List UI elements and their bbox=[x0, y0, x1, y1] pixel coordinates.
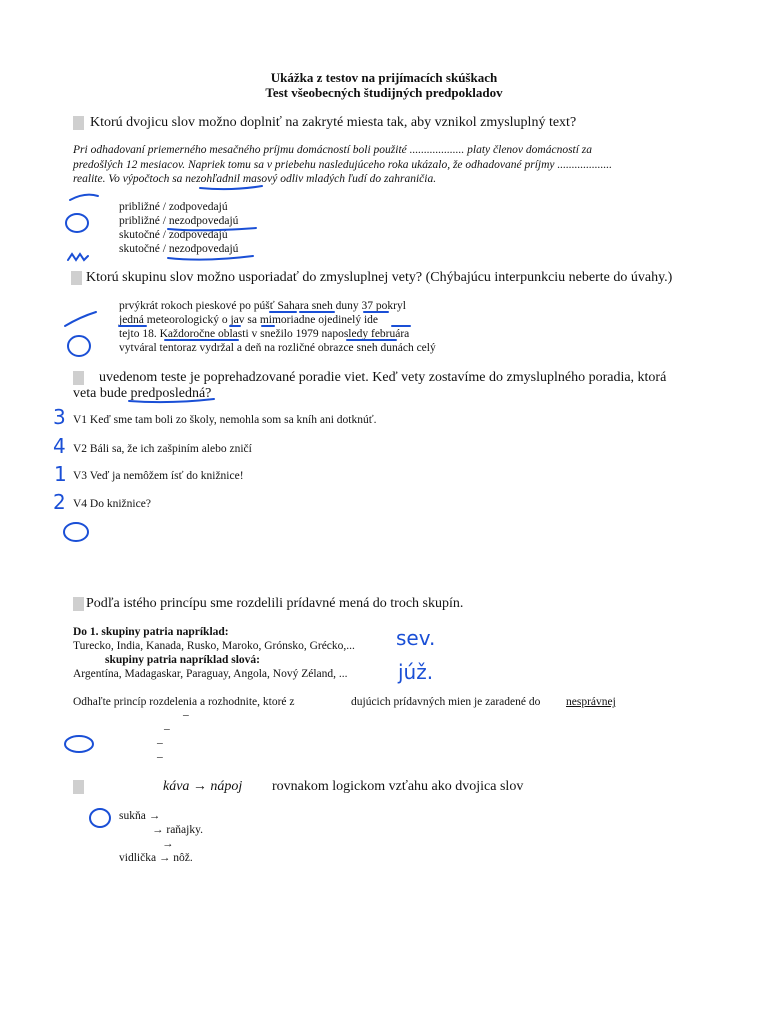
q2-option: prvýkrát rokoch pieskové po púšť Sahara sneh duny 37 pokryl bbox=[119, 300, 406, 312]
q4-instruction: Odhaľte princíp rozdelenia a rozhodnite, ktoré z bbox=[73, 696, 295, 708]
q1-text-line: Pri odhadovaní priemerného mesačného príjmu domácností boli použité ................... platy členov domácností za bbox=[73, 144, 593, 156]
page-subtitle: Test všeobecných študijných predpokladov bbox=[265, 85, 503, 100]
q1-option: skutočné / zodpovedajú bbox=[119, 229, 228, 241]
q5-option: vidlička → nôž. bbox=[119, 852, 193, 864]
q5-option: → raňajky. bbox=[152, 824, 203, 836]
handwritten-circle bbox=[90, 809, 110, 827]
q1-option: približné / nezodpovedajú bbox=[119, 215, 239, 227]
handwritten-number: 1 bbox=[54, 462, 67, 486]
q2-question: Ktorú skupinu slov možno usporiadať do zmysluplnej vety? (Chýbajúcu interpunkciu neberte do úvahy.) bbox=[86, 270, 673, 285]
q3-sentence: V2 Báli sa, že ich zašpiním alebo zničí bbox=[73, 443, 252, 455]
q4-group2-heading: skupiny patria napríklad slová: bbox=[105, 654, 260, 666]
q5-question: rovnakom logickom vzťahu ako dvojica slov bbox=[272, 779, 524, 794]
redaction-box bbox=[73, 597, 84, 611]
q4-instruction: dujúcich prídavných mien je zaradené do bbox=[351, 696, 541, 708]
handwritten-number: 4 bbox=[53, 434, 66, 458]
page-title: Ukážka z testov na prijímacích skúškach bbox=[270, 70, 498, 85]
q2-option: vytváral tentoraz vydržal a deň na rozličné obrazce sneh dunách celý bbox=[119, 342, 436, 354]
handwritten-squiggle bbox=[68, 254, 88, 260]
handwritten-number: 2 bbox=[53, 490, 66, 514]
q4-group1-heading: Do 1. skupiny patria napríklad: bbox=[73, 626, 229, 638]
q2-option: tejto 18. Každoročne oblasti v snežilo 1979 naposledy februára bbox=[119, 328, 410, 340]
q5-option: sukňa → bbox=[119, 810, 161, 822]
q3-sentence: V3 Veď ja nemôžem ísť do knižnice! bbox=[73, 470, 244, 482]
q3-sentence: V1 Keď sme tam boli zo školy, nemohla som sa kníh ani dotknúť. bbox=[73, 414, 377, 426]
handwritten-stroke bbox=[65, 312, 96, 326]
q4-question: Podľa istého princípu sme rozdelili prídavné mená do troch skupín. bbox=[86, 596, 464, 611]
q4-dash: – bbox=[157, 751, 163, 763]
redaction-box bbox=[73, 371, 84, 385]
redaction-box bbox=[71, 271, 82, 285]
handwritten-circle bbox=[65, 736, 93, 752]
q3-question: veta bude predposledná? bbox=[73, 386, 212, 401]
q3-question: uvedenom teste je poprehadzované poradie viet. Keď vety zostavíme do zmysluplného poradia, ktorá bbox=[99, 370, 667, 385]
q1-text-line: predošlých 12 mesiacov. Napriek tomu sa v priebehu nasledujúceho roka ukázalo, že odhadované príjmy ................... bbox=[73, 159, 613, 171]
handwritten-stroke bbox=[70, 195, 98, 200]
redaction-box bbox=[73, 116, 84, 130]
handwritten-circle bbox=[64, 523, 88, 541]
q3-sentence: V4 Do knižnice? bbox=[73, 498, 151, 510]
q1-option: približné / zodpovedajú bbox=[119, 201, 228, 213]
q4-dash: – bbox=[164, 723, 170, 735]
handwritten-circle bbox=[68, 336, 90, 356]
q4-group2-list: Argentína, Madagaskar, Paraguay, Angola, Nový Zéland, ... bbox=[73, 668, 348, 680]
q4-instruction-emphasis: nesprávnej bbox=[566, 696, 616, 708]
redaction-box bbox=[73, 780, 84, 794]
handwritten-underline bbox=[168, 256, 253, 260]
handwritten-circle bbox=[66, 214, 88, 232]
handwritten-number: 3 bbox=[53, 405, 66, 429]
q1-option: skutočné / nezodpovedajú bbox=[119, 243, 239, 255]
q1-text-line: realite. Vo výpočtoch sa nezohľadnil masový odliv mladých ľudí do zahraničia. bbox=[73, 173, 437, 185]
handwritten-note: sev. bbox=[396, 626, 436, 650]
q2-option: jedná meteorologický o jav sa mimoriadne ojedinelý ide bbox=[119, 314, 378, 326]
handwritten-note: júž. bbox=[398, 660, 434, 684]
handwritten-underline bbox=[200, 186, 262, 189]
q4-dash: – bbox=[157, 737, 163, 749]
q1-question: Ktorú dvojicu slov možno doplniť na zakryté miesta tak, aby vznikol zmysluplný text? bbox=[90, 115, 577, 130]
q5-pair: káva → nápoj bbox=[163, 779, 243, 794]
q4-dash: – bbox=[183, 709, 189, 721]
q4-group1-list: Turecko, India, Kanada, Rusko, Maroko, Grónsko, Grécko,... bbox=[73, 640, 355, 652]
q5-option: → bbox=[162, 838, 174, 850]
